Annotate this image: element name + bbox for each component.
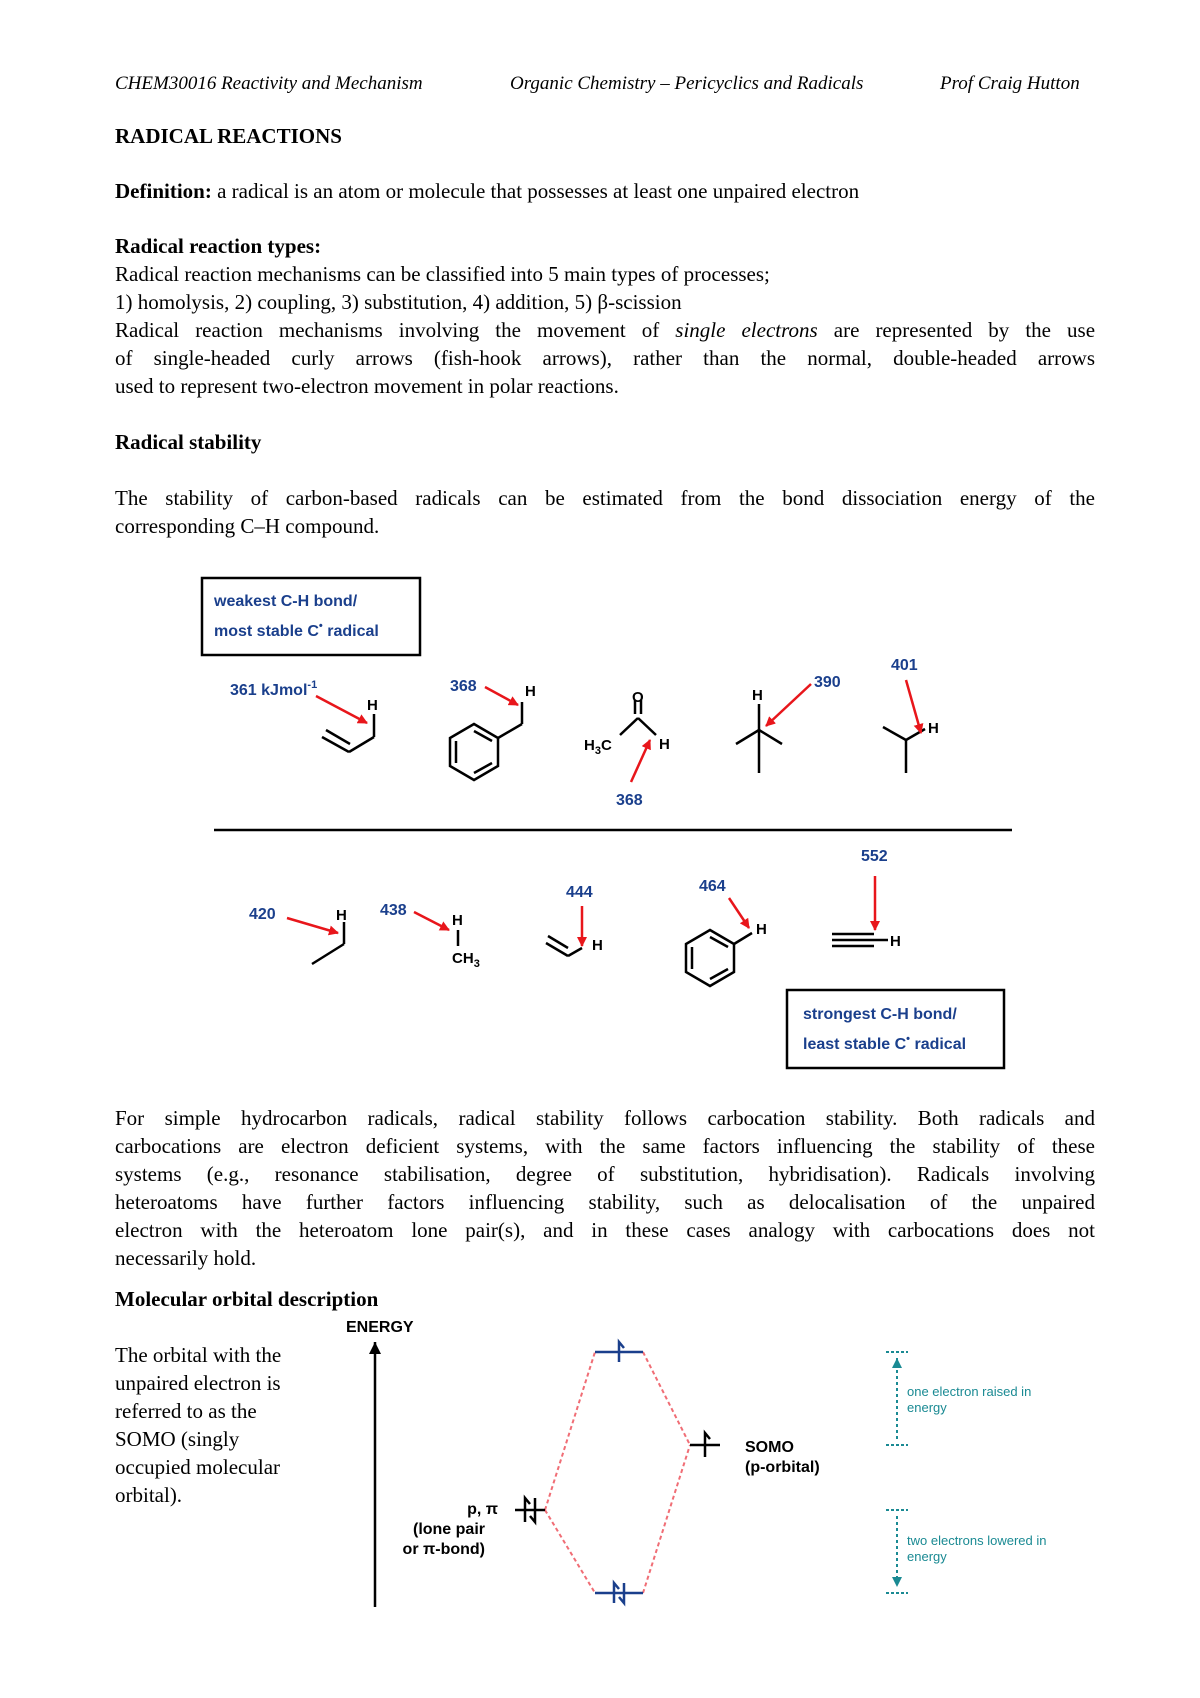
mo-side-line-6: orbital). — [115, 1483, 183, 1507]
p-orbital-level — [515, 1498, 545, 1522]
phenyl-bde-value: 464 — [699, 878, 726, 895]
mo-side-line-2: unpaired electron is — [115, 1371, 281, 1395]
weak-box-line-2a: most stable C — [214, 623, 319, 640]
hydrocarbon-line-4: heteroatoms have further factors influencing stability, such as delocalisation of the unpaired — [115, 1190, 1095, 1214]
weakest-bond-box — [202, 578, 420, 655]
mo-side-line-1: The orbital with the — [115, 1343, 282, 1367]
correlation-lines — [545, 1352, 690, 1593]
weak-box-line-2 — [214, 620, 379, 640]
methane-arrow — [414, 912, 449, 930]
benzyl-arrow — [485, 687, 518, 705]
strong-box-line-1: strongest C-H bond/ — [803, 1006, 957, 1023]
allyl-bde-value: 361 — [230, 682, 257, 699]
types-paragraph-line-2: of single-headed curly arrows (fish-hook arrows), rather than the normal, double-headed arrows — [115, 346, 1095, 370]
benzyl-h: H — [525, 683, 536, 700]
hydrocarbon-line-5: electron with the heteroatom lone pair(s), and in these cases analogy with carbocations does not — [115, 1218, 1095, 1242]
page-title: RADICAL REACTIONS — [115, 124, 342, 148]
bonding-level — [595, 1583, 643, 1603]
p-sub-label-2: or π-bond) — [402, 1541, 485, 1558]
raised-label-1: one electron raised in — [907, 1384, 1032, 1399]
types-p-after: are represented by the use — [833, 318, 1096, 342]
tert-butyl-h: H — [752, 687, 763, 704]
units: kJmol — [261, 682, 308, 699]
methane-ch3-h: H — [462, 950, 474, 967]
iso-propyl-h: H — [928, 720, 939, 737]
lowered-label-1: two electrons lowered in — [907, 1533, 1047, 1548]
weak-box-line-1: weakest C-H bond/ — [214, 593, 358, 610]
strong-box-line-2 — [803, 1033, 966, 1053]
acetaldehyde-bde-value: 368 — [616, 792, 643, 809]
methane-ch3 — [452, 950, 480, 970]
methane-ch3-c: C — [452, 950, 463, 967]
acetaldehyde-ch3-h: H — [584, 737, 595, 754]
ethyl-structure — [312, 922, 344, 964]
ethyl-h: H — [336, 907, 347, 924]
methane-bde-value: 438 — [380, 902, 407, 919]
acetaldehyde-ch3-c: C — [600, 737, 612, 754]
stability-heading: Radical stability — [115, 430, 262, 454]
allyl-h: H — [367, 697, 378, 714]
header-course: CHEM30016 Reactivity and Mechanism — [115, 73, 423, 94]
hydrocarbon-line-2: carbocations are electron deficient systems, with the same factors influencing the stability of these — [115, 1134, 1095, 1158]
iso-propyl-arrow — [906, 680, 921, 733]
allyl-arrow — [316, 696, 367, 723]
antibonding-level — [595, 1342, 643, 1362]
hydrocarbon-line-6: necessarily hold. — [115, 1246, 257, 1270]
p-sub-label-1: (lone pair — [412, 1521, 485, 1538]
p-label: p, π — [467, 1501, 498, 1518]
mo-side-line-3: referred to as the — [115, 1399, 257, 1423]
strong-box-line-2a: least stable C — [803, 1036, 907, 1053]
acetaldehyde-h: H — [659, 736, 670, 753]
ethyl-arrow — [287, 918, 338, 933]
phenyl-arrow — [729, 898, 749, 928]
ethynyl-structure — [832, 934, 888, 946]
stability-line-2: corresponding C–H compound. — [115, 514, 380, 538]
types-paragraph-line-3: used to represent two-electron movement in polar reactions. — [115, 374, 619, 398]
types-p-italic: single electrons — [675, 318, 818, 342]
mo-side-line-5: occupied molecular — [115, 1455, 281, 1479]
ethynyl-h: H — [890, 933, 901, 950]
lowered-bracket — [886, 1510, 908, 1593]
units-sup: -1 — [307, 679, 318, 691]
header-author: Prof Craig Hutton — [940, 73, 1080, 94]
types-heading: Radical reaction types: — [115, 234, 322, 258]
phenyl-h: H — [756, 921, 767, 938]
strong-box-line-2b: radical — [910, 1036, 967, 1053]
tert-butyl-structure — [736, 704, 782, 773]
definition-label: Definition: — [115, 179, 212, 203]
mo-heading: Molecular orbital description — [115, 1287, 379, 1311]
methane-h: H — [452, 912, 463, 929]
somo-level — [690, 1433, 720, 1457]
methane-sub3: 3 — [473, 958, 480, 970]
iso-propyl-structure — [883, 727, 925, 773]
vinyl-bde-value: 444 — [566, 884, 593, 901]
benzyl-bde-value: 368 — [450, 678, 477, 695]
weak-box-line-2b: radical — [322, 623, 379, 640]
acetaldehyde-o: O — [632, 689, 644, 706]
allyl-bde-label — [230, 679, 317, 699]
acetaldehyde-sub3: 3 — [594, 745, 601, 757]
allyl-structure — [322, 714, 374, 752]
vinyl-h: H — [592, 937, 603, 954]
ethynyl-bde-value: 552 — [861, 848, 888, 865]
energy-label: ENERGY — [346, 1319, 414, 1336]
types-p-before: Radical reaction mechanisms involving the movement of — [115, 318, 660, 342]
iso-propyl-bde-value: 401 — [891, 657, 918, 674]
mo-diagram — [0, 1300, 1200, 1630]
strongest-bond-box — [787, 990, 1004, 1068]
tert-butyl-arrow — [766, 684, 811, 726]
acetaldehyde-arrow — [631, 740, 650, 782]
mo-side-line-4: SOMO (singly — [115, 1427, 240, 1451]
somo-label: SOMO — [745, 1439, 794, 1456]
hydrocarbon-line-1: For simple hydrocarbon radicals, radical stability follows carbocation stability. Both radicals and — [115, 1106, 1095, 1130]
ethyl-bde-value: 420 — [249, 906, 276, 923]
hydrocarbon-line-3: systems (e.g., resonance stabilisation, degree of substitution, hybridisation). Radicals involving — [115, 1162, 1095, 1186]
types-line-2: 1) homolysis, 2) coupling, 3) substitution, 4) addition, 5) β-scission — [115, 290, 682, 314]
somo-sub-label: (p-orbital) — [745, 1459, 820, 1476]
stability-line-1: The stability of carbon-based radicals can be estimated from the bond dissociation energy of the — [115, 486, 1095, 510]
radical-dot-sup-2: • — [906, 1033, 911, 1045]
header-topic: Organic Chemistry – Pericyclics and Radicals — [510, 73, 864, 94]
benzyl-structure — [450, 702, 522, 780]
tert-butyl-bde-value: 390 — [814, 674, 841, 691]
phenyl-structure — [686, 930, 752, 986]
acetaldehyde-ch3 — [584, 737, 612, 757]
lowered-label-2: energy — [907, 1549, 947, 1564]
raised-label-2: energy — [907, 1400, 947, 1415]
vinyl-structure — [546, 936, 582, 956]
raised-bracket — [886, 1352, 908, 1445]
radical-dot-sup: • — [318, 620, 323, 632]
types-line-1: Radical reaction mechanisms can be classified into 5 main types of processes; — [115, 262, 770, 286]
definition-text: a radical is an atom or molecule that possesses at least one unpaired electron — [217, 179, 860, 203]
